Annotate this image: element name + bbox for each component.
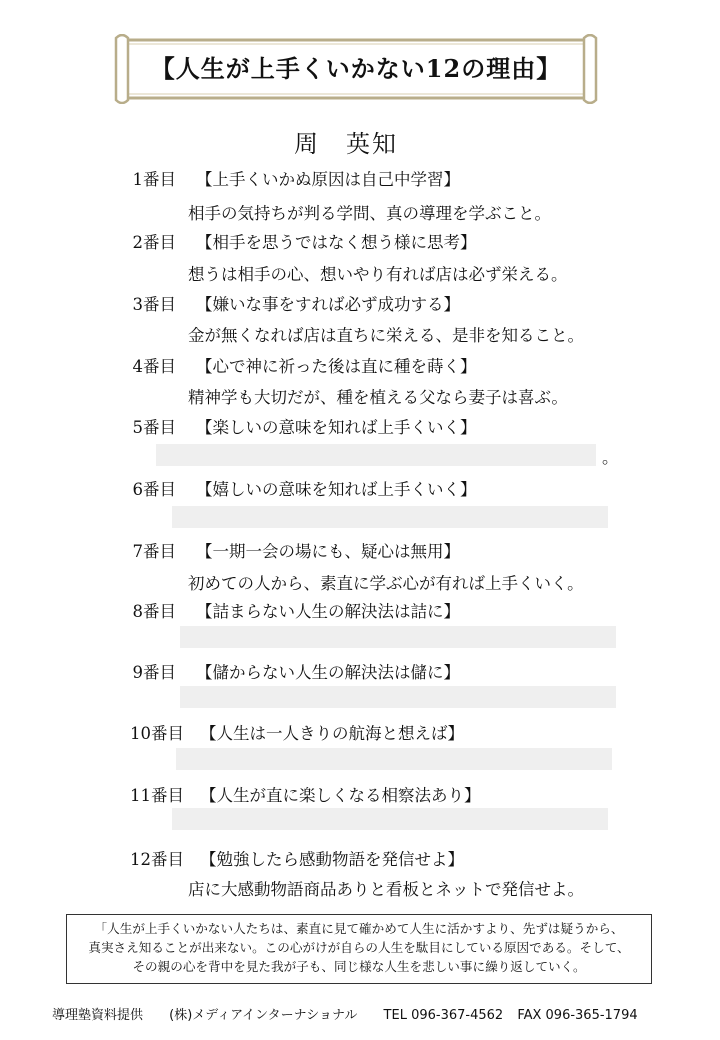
item-description: 。 bbox=[602, 448, 619, 467]
item-description: 金が無くなれば店は直ちに栄える、是非を知ること。 bbox=[188, 326, 584, 345]
item-number: 6番目 bbox=[132, 480, 176, 499]
footer-fax: FAX 096-365-1794 bbox=[517, 1008, 638, 1023]
footer-company: (株)メディアインターナショナル bbox=[169, 1008, 358, 1023]
redacted-line bbox=[172, 506, 608, 528]
item-heading: 【人生が直に楽しくなる相察法あり】 bbox=[200, 786, 481, 805]
item-heading: 【上手くいかぬ原因は自己中学習】 bbox=[196, 170, 460, 189]
item-heading: 【嫌いな事をすれば必ず成功する】 bbox=[196, 295, 460, 314]
item-number: 10番目 bbox=[130, 724, 184, 743]
footer-credit bbox=[52, 1004, 638, 1023]
item-number: 3番目 bbox=[132, 295, 176, 314]
item-number: 9番目 bbox=[132, 663, 176, 682]
item-number: 7番目 bbox=[132, 542, 176, 561]
redacted-line bbox=[180, 626, 616, 648]
quote-line: その親の心を背中を見た我が子も、同じ様な人生を悲しい事に繰り返していく。 bbox=[132, 959, 586, 974]
item-number: 1番目 bbox=[132, 170, 176, 189]
redacted-line bbox=[172, 808, 608, 830]
redacted-line bbox=[180, 686, 616, 708]
item-heading: 【詰まらない人生の解決法は詰に】 bbox=[196, 602, 460, 621]
item-description: 想うは相手の心、想いやり有れば店は必ず栄える。 bbox=[188, 265, 568, 284]
footer-tel: TEL 096-367-4562 bbox=[383, 1008, 504, 1023]
item-heading: 【一期一会の場にも、疑心は無用】 bbox=[196, 542, 460, 561]
item-heading: 【勉強したら感動物語を発信せよ】 bbox=[200, 850, 464, 869]
item-number: 5番目 bbox=[132, 418, 176, 437]
item-number: 2番目 bbox=[132, 233, 176, 252]
item-heading: 【人生は一人きりの航海と想えば】 bbox=[200, 724, 464, 743]
item-heading: 【相手を思うではなく想う様に思考】 bbox=[196, 233, 477, 252]
title-scroll-banner bbox=[114, 34, 598, 104]
page-title: 【人生が上手くいかない12の理由】 bbox=[150, 54, 562, 83]
author-name: 周 英知 bbox=[294, 130, 398, 158]
footer-provider: 導理塾資料提供 bbox=[52, 1008, 144, 1023]
item-number: 4番目 bbox=[132, 357, 176, 376]
item-heading: 【儲からない人生の解決法は儲に】 bbox=[196, 663, 460, 682]
item-description: 店に大感動物語商品ありと看板とネットで発信せよ。 bbox=[188, 880, 584, 899]
item-heading: 【楽しいの意味を知れば上手くいく】 bbox=[196, 418, 477, 437]
item-heading: 【心で神に祈った後は直に種を蒔く】 bbox=[196, 357, 477, 376]
item-description: 精神学も大切だが、種を植える父なら妻子は喜ぶ。 bbox=[188, 388, 568, 407]
quote-line: 真実さえ知ることが出来ない。この心がけが自らの人生を駄目にしている原因である。そして、 bbox=[88, 940, 630, 955]
item-number: 12番目 bbox=[130, 850, 184, 869]
item-number: 8番目 bbox=[132, 602, 176, 621]
quote-line: 「人生が上手くいかない人たちは、素直に見て確かめて人生に活かすより、先ずは疑うから、 bbox=[94, 921, 624, 936]
redacted-line bbox=[156, 444, 596, 466]
item-description: 初めての人から、素直に学ぶ心が有れば上手くいく。 bbox=[188, 574, 584, 593]
item-description: 相手の気持ちが判る学問、真の導理を学ぶこと。 bbox=[188, 204, 551, 223]
redacted-line bbox=[176, 748, 612, 770]
item-heading: 【嬉しいの意味を知れば上手くいく】 bbox=[196, 480, 477, 499]
summary-quote-box bbox=[66, 914, 652, 984]
item-number: 11番目 bbox=[130, 786, 184, 805]
